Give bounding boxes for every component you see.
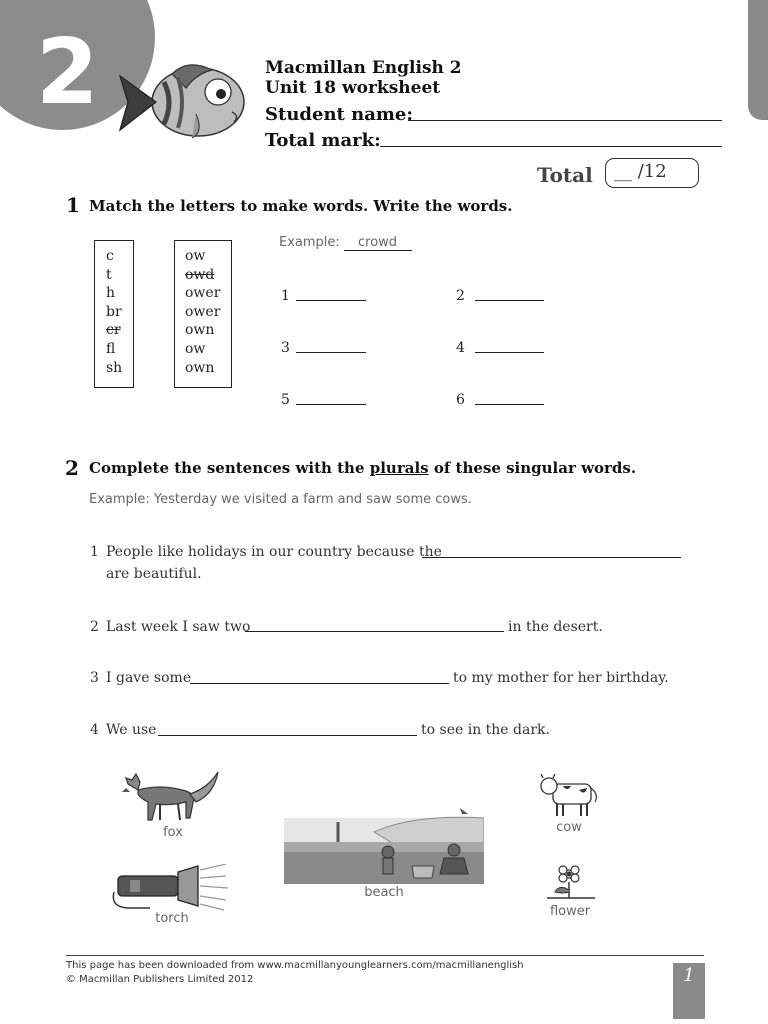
instruction-post: of these singular words.: [433, 459, 637, 477]
sentence-blank-1[interactable]: [422, 557, 681, 558]
letter-item: sh: [106, 359, 123, 376]
fox-caption: fox: [163, 825, 183, 840]
torch-icon: [110, 864, 228, 912]
sentence-text: People like holidays in our country because the: [106, 544, 442, 560]
letter-item: own: [185, 322, 215, 339]
sentence-number: 4: [90, 722, 99, 738]
exercise2-number: 2: [65, 456, 79, 480]
letter-item: ow: [185, 340, 206, 357]
sentence-text: We use: [106, 722, 157, 738]
letter-item: h: [106, 285, 116, 302]
blank-number: 4: [456, 340, 465, 356]
answer-blank-3[interactable]: [296, 352, 366, 353]
sentence-text: in the desert.: [508, 619, 603, 635]
answer-blank-5[interactable]: [296, 404, 366, 405]
exercise1-number: 1: [66, 193, 80, 217]
sentence-text: to my mother for her birthday.: [453, 670, 669, 686]
letter-item: ower: [185, 285, 221, 302]
footer-divider: [66, 955, 704, 956]
example-line: [344, 250, 412, 251]
blank-number: 2: [456, 288, 465, 304]
instruction-keyword: plurals: [369, 459, 429, 477]
letter-item: t: [106, 266, 112, 283]
letter-item: owd: [185, 266, 215, 283]
sentence-number: 1: [90, 544, 99, 560]
blank-number: 3: [281, 340, 290, 356]
letter-item: c: [106, 248, 114, 264]
side-tab: [748, 0, 768, 120]
cow-caption: cow: [556, 820, 582, 835]
sentence-number: 3: [90, 670, 99, 686]
letter-item: cr: [106, 322, 121, 339]
student-name-field[interactable]: [408, 120, 722, 121]
answer-blank-6[interactable]: [475, 404, 544, 405]
blank-number: 6: [456, 392, 465, 408]
cow-icon: [537, 772, 601, 820]
student-name-label: Student name:: [265, 104, 413, 125]
footer-copyright: © Macmillan Publishers Limited 2012: [66, 974, 254, 985]
footer-source: This page has been downloaded from www.macmillanyounglearners.com/macmillanenglish: [66, 960, 524, 971]
answer-blank-2[interactable]: [475, 300, 544, 301]
sentence-text: to see in the dark.: [421, 722, 550, 738]
letter-item: fl: [106, 340, 116, 357]
fox-icon: [120, 768, 222, 824]
beach-caption: beach: [364, 885, 404, 900]
sentence-blank-2[interactable]: [245, 631, 504, 632]
instruction-pre: Complete the sentences with the: [89, 459, 365, 477]
flower-icon: [545, 864, 597, 900]
total-mark-label: Total mark:: [265, 130, 381, 151]
blank-number: 1: [281, 288, 290, 304]
letter-item: own: [185, 359, 215, 376]
sentence-number: 2: [90, 619, 99, 635]
letter-item: br: [106, 303, 122, 320]
answer-blank-4[interactable]: [475, 352, 544, 353]
sentence-blank-4[interactable]: [158, 735, 417, 736]
sentence-blank-3[interactable]: [190, 683, 449, 684]
example-label: Example:: [279, 235, 340, 250]
torch-caption: torch: [155, 911, 189, 926]
course-title: Macmillan English 2: [265, 58, 462, 78]
letter-item: ow: [185, 248, 206, 264]
flower-caption: flower: [549, 904, 591, 919]
beach-icon: [284, 808, 484, 884]
total-mark-field[interactable]: [380, 146, 722, 147]
sentence-text: are beautiful.: [106, 566, 202, 582]
exercise2-example: Example: Yesterday we visited a farm and saw some cows.: [89, 492, 472, 507]
letter-item: ower: [185, 303, 221, 320]
sentence-text: I gave some: [106, 670, 192, 686]
sentence-text: Last week I saw two: [106, 619, 251, 635]
answer-blank-1[interactable]: [296, 300, 366, 301]
total-score: __ /12: [614, 161, 667, 182]
page-number: 1: [673, 963, 705, 1019]
total-label: Total: [537, 163, 593, 187]
unit-badge-number: 2: [36, 20, 99, 125]
worksheet-title: Unit 18 worksheet: [265, 78, 441, 98]
letters-right-column: [185, 247, 220, 377]
fish-mascot-icon: [112, 52, 254, 148]
blank-number: 5: [281, 392, 290, 408]
exercise2-instruction: [89, 459, 636, 477]
example-answer: crowd: [358, 235, 398, 250]
exercise1-instruction: Match the letters to make words. Write the words.: [89, 197, 513, 215]
letters-left-column: [106, 247, 122, 377]
